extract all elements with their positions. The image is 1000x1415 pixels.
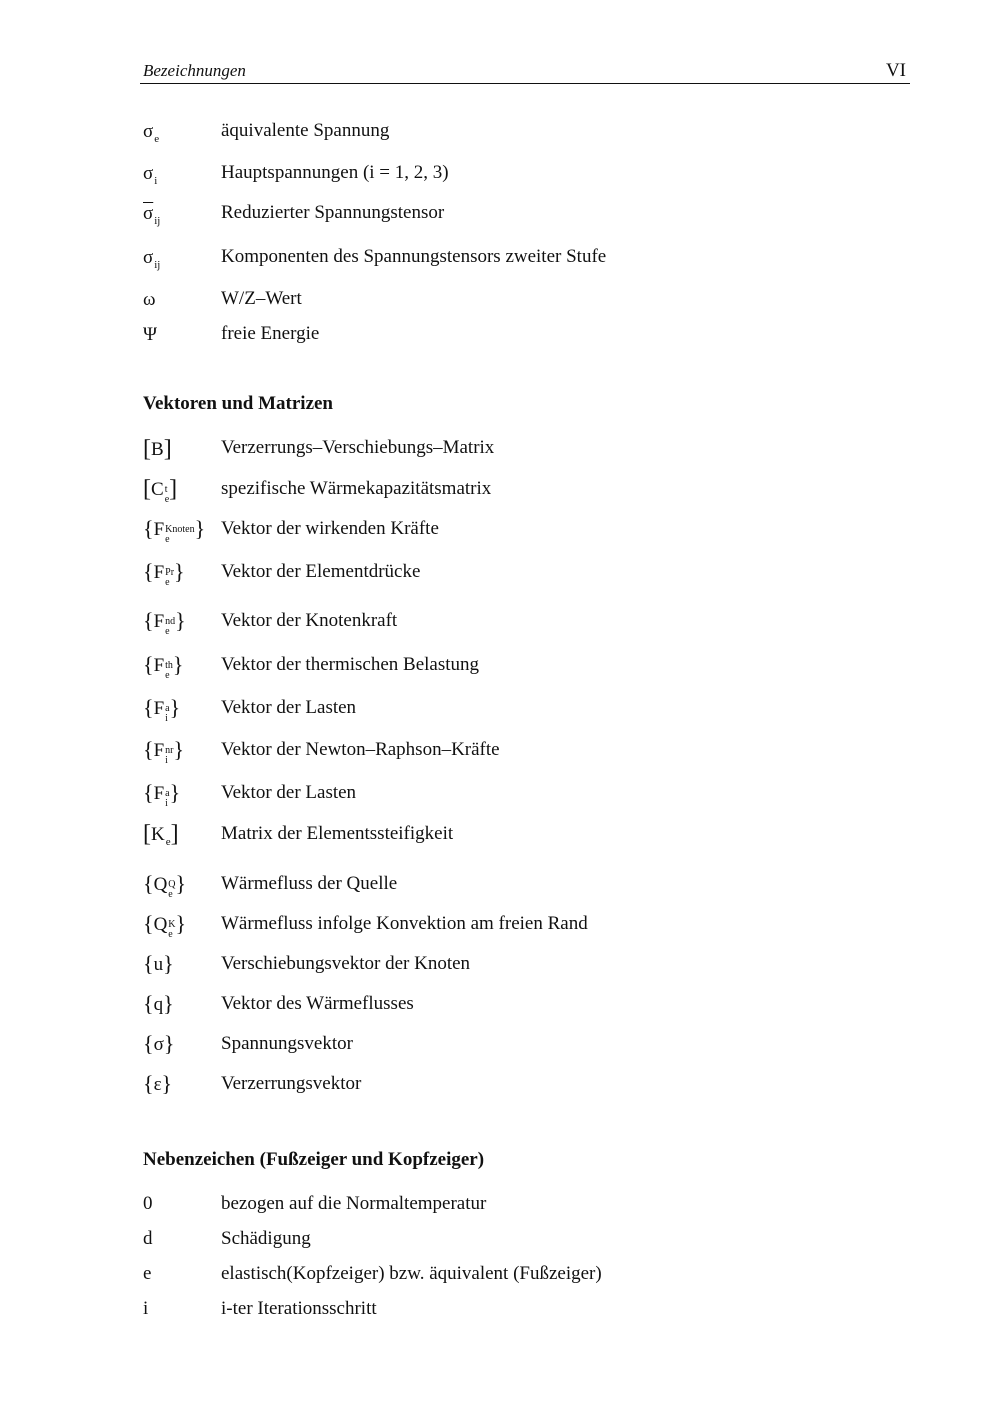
vector-description: Spannungsvektor (221, 1033, 353, 1054)
page-header (140, 58, 910, 84)
greek-description: Hauptspannungen (i = 1, 2, 3) (221, 162, 449, 183)
vector-description: Verschiebungsvektor der Knoten (221, 953, 471, 974)
vector-description: Vektor der Elementdrücke (221, 561, 421, 582)
vector-symbol: {F Pr e } (143, 559, 185, 588)
greek-symbol: $\sigma_e$ (143, 121, 160, 145)
vector-description: Vektor der wirkenden Kräfte (221, 518, 439, 539)
vector-symbol: {F nd e } (143, 608, 186, 637)
vector-symbol: $[K_e]$ (143, 821, 179, 848)
greek-symbol: ω (143, 289, 156, 310)
index-symbol: i (143, 1298, 149, 1319)
vector-symbol: {q} (143, 991, 174, 1016)
vector-symbol: {σ} (143, 1031, 175, 1056)
vector-symbol: {F th e } (143, 652, 184, 681)
vector-symbol: {F a i } (143, 780, 181, 809)
greek-description: äquivalente Spannung (221, 120, 390, 141)
index-symbol: 0 (143, 1193, 153, 1214)
index-symbol: e (143, 1263, 152, 1284)
page-number: VI (885, 60, 906, 81)
greek-symbol: $\sigma_{ij}$ (143, 247, 161, 271)
vector-description: Vektor des Wärmeflusses (221, 993, 414, 1014)
vector-description: Vektor der Newton–Raphson–Kräfte (221, 739, 500, 760)
greek-description: W/Z–Wert (221, 288, 302, 309)
vector-description: Wärmefluss infolge Konvektion am freien Rand (221, 913, 588, 934)
greek-description: freie Energie (221, 323, 320, 344)
vector-description: Verzerrungs–Verschiebungs–Matrix (221, 437, 495, 458)
vector-description: Matrix der Elementssteifigkeit (221, 823, 454, 844)
vector-symbol: {Q Q e } (143, 871, 187, 900)
greek-description: Reduzierter Spannungstensor (221, 202, 445, 223)
vector-symbol: {F Knoten e } (143, 516, 206, 545)
vector-symbol: {Q K e } (143, 911, 187, 940)
vector-symbol: {F nr i } (143, 737, 185, 766)
vector-description: spezifische Wärmekapazitätsmatrix (221, 478, 492, 499)
vector-description: Vektor der Lasten (221, 697, 357, 718)
index-description: Schädigung (221, 1228, 311, 1249)
greek-description: Komponenten des Spannungstensors zweiter Stufe (221, 246, 607, 267)
index-description: elastisch(Kopfzeiger) bzw. äquivalent (Fußzeiger) (221, 1263, 602, 1284)
greek-symbol: Ψ (143, 324, 158, 345)
vector-symbol: {ε} (143, 1071, 173, 1096)
index-symbol: d (143, 1228, 153, 1249)
greek-symbol: $\overline{\sigma}_{ij}$ (143, 203, 161, 227)
vector-description: Vektor der thermischen Belastung (221, 654, 480, 675)
vector-description: Verzerrungsvektor (221, 1073, 362, 1094)
vector-symbol: [C t e ] (143, 476, 178, 505)
index-description: i-ter Iterationsschritt (221, 1298, 377, 1319)
section-heading-vectors: Vektoren und Matrizen (143, 393, 333, 414)
vector-description: Wärmefluss der Quelle (221, 873, 398, 894)
vector-description: Vektor der Lasten (221, 782, 357, 803)
vector-description: Vektor der Knotenkraft (221, 610, 398, 631)
section-heading-indices: Nebenzeichen (Fußzeiger und Kopfzeiger) (143, 1149, 485, 1170)
header-title: Bezeichnungen (143, 61, 246, 80)
vector-symbol: {u} (143, 951, 174, 976)
vector-symbol: {F a i } (143, 695, 181, 724)
vector-symbol: [B] (143, 436, 172, 462)
greek-symbol: $\sigma_i$ (143, 163, 158, 187)
index-description: bezogen auf die Normaltemperatur (221, 1193, 487, 1214)
